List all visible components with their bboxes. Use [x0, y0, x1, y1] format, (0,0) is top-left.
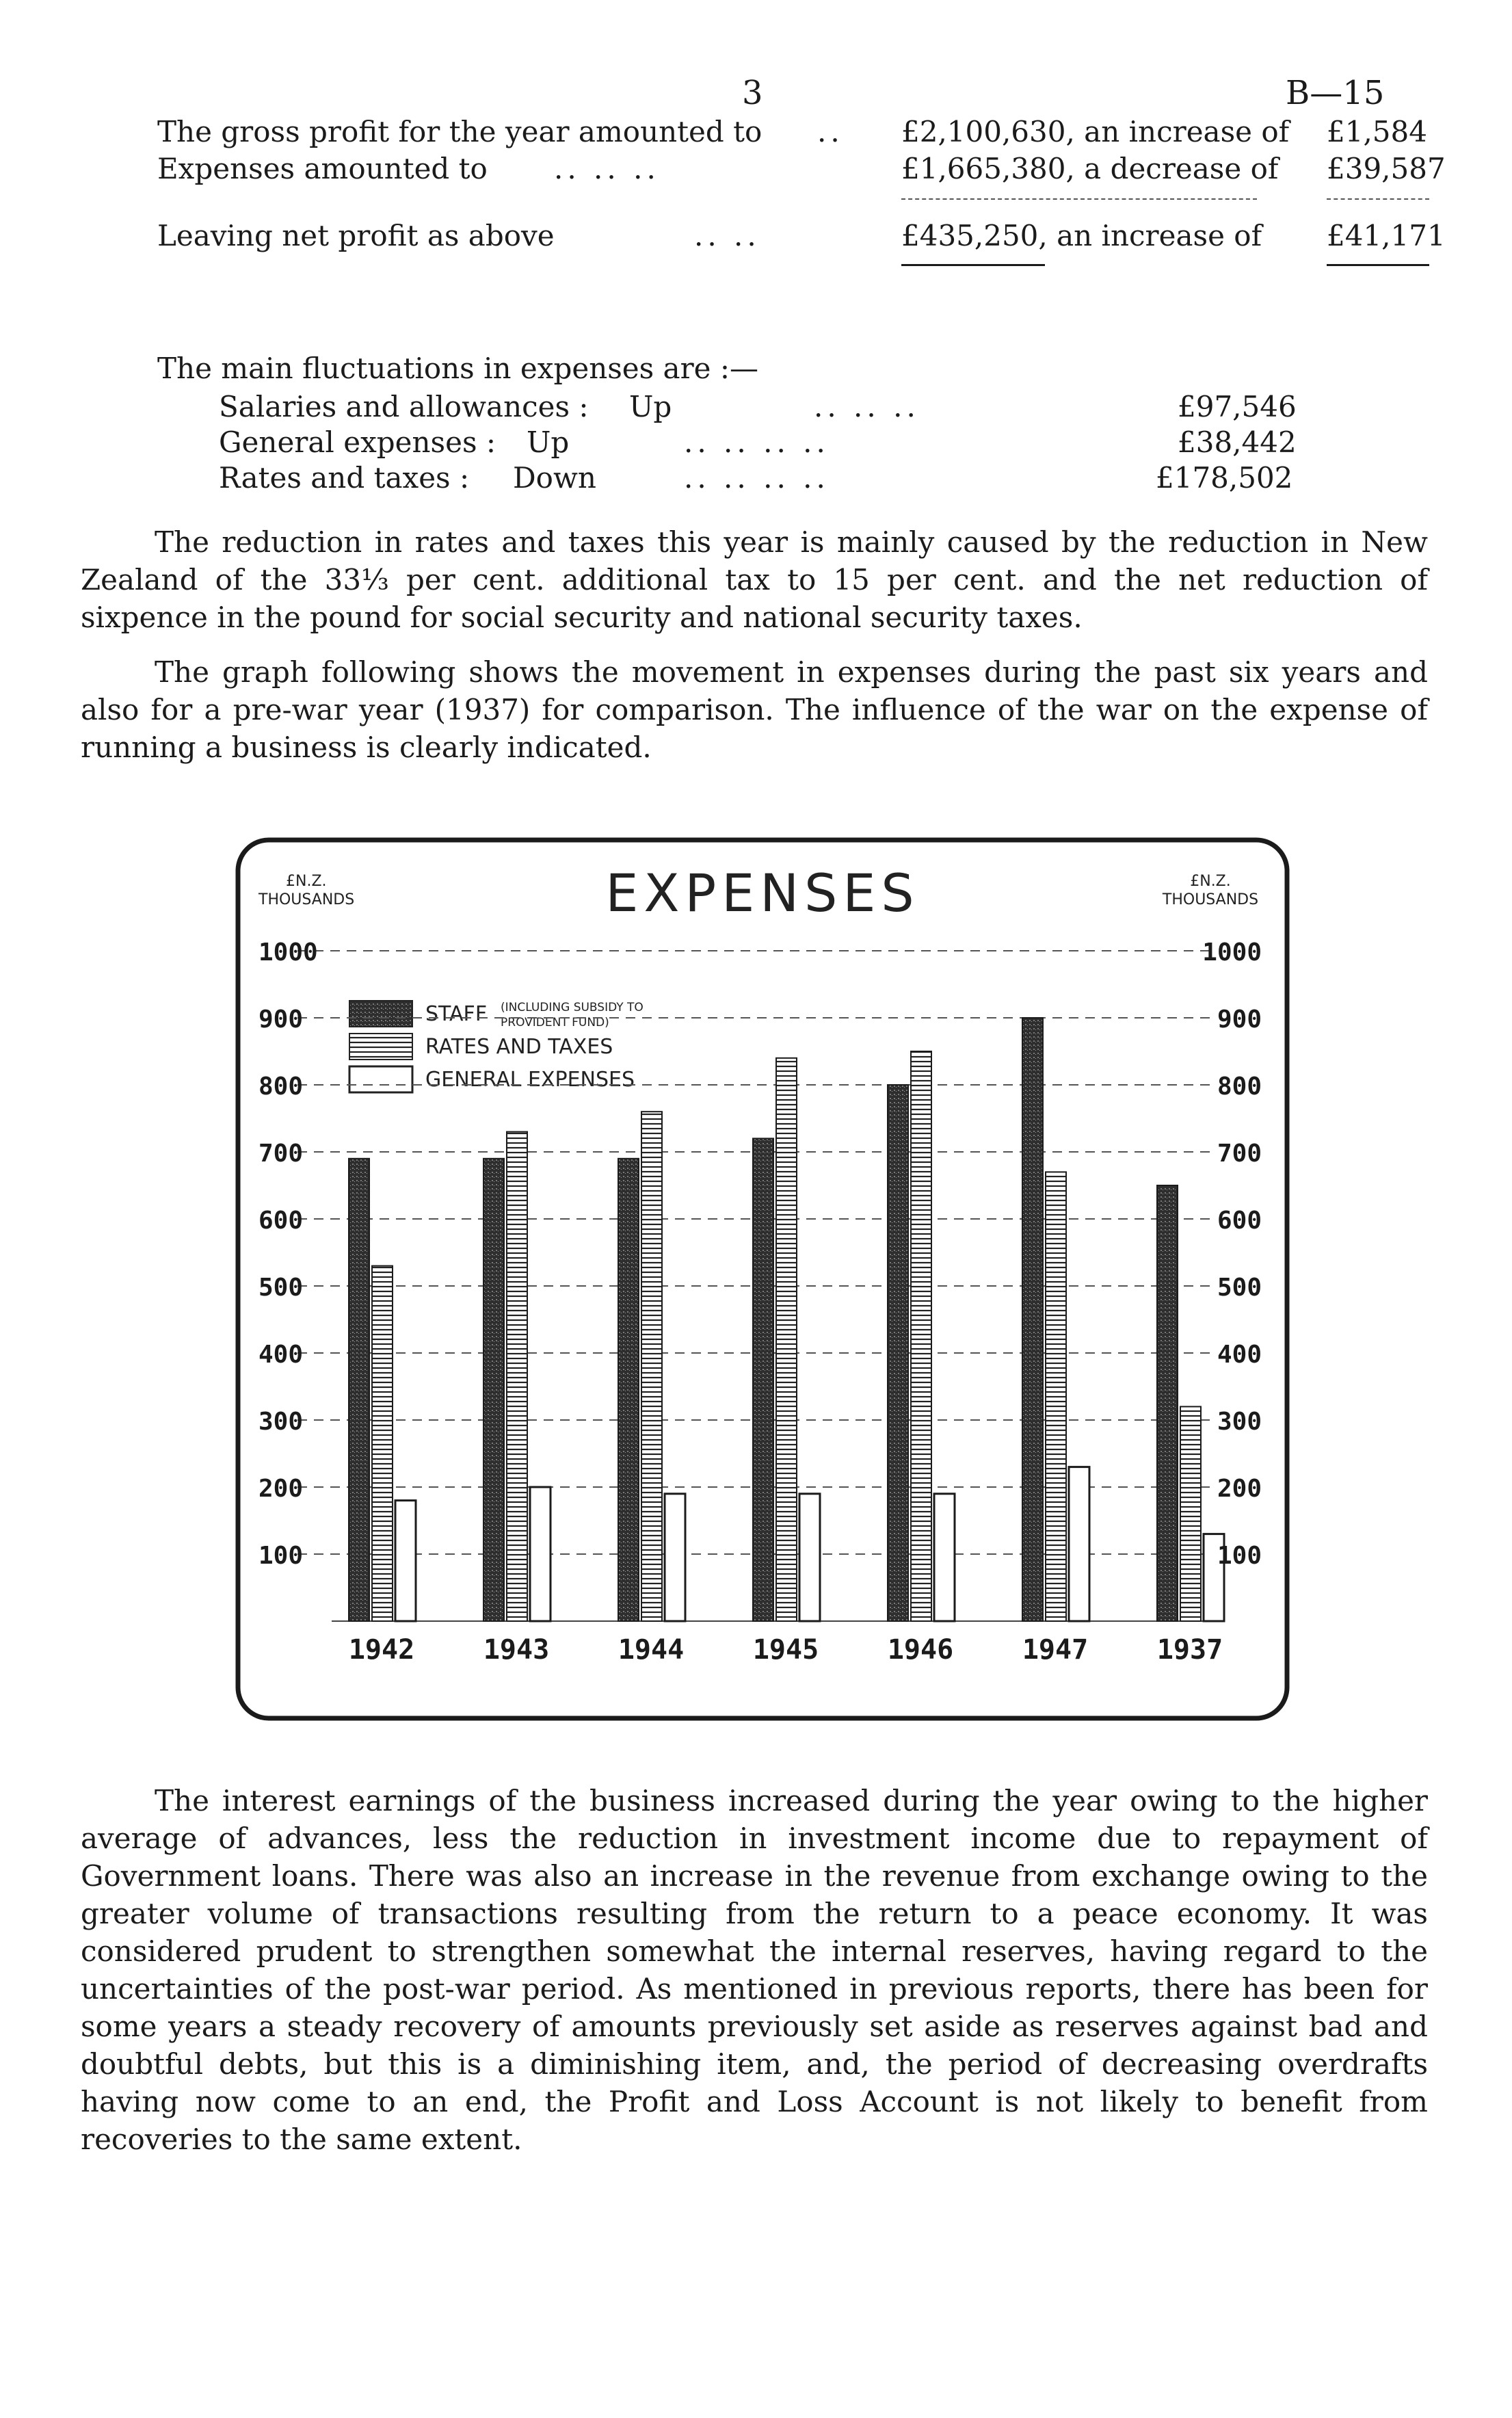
bar-general-1946: [934, 1494, 955, 1621]
x-tick-1943: 1943: [483, 1634, 550, 1666]
right-axis-unit: £N.Z.: [1190, 873, 1231, 890]
y-tick-right-700: 700: [1217, 1140, 1262, 1168]
bar-rates-1947: [1046, 1172, 1066, 1621]
y-tick-right-500: 500: [1217, 1274, 1262, 1302]
y-tick-right-400: 400: [1217, 1341, 1262, 1369]
bar-general-1945: [799, 1494, 820, 1621]
legend-swatch-general: [349, 1066, 412, 1092]
x-tick-1944: 1944: [618, 1634, 685, 1666]
bar-staff-1944: [618, 1159, 639, 1621]
y-tick-left-200: 200: [258, 1475, 304, 1503]
legend-label-staff: STAFF: [425, 1002, 488, 1026]
y-tick-left-900: 900: [258, 1006, 304, 1034]
bar-general-1947: [1069, 1467, 1089, 1621]
y-tick-left-400: 400: [258, 1341, 304, 1369]
legend-label-rates: RATES AND TAXES: [425, 1035, 613, 1059]
expenses-value: £1,665,380, a decrease of: [901, 152, 1279, 185]
fluctuation-amount-salaries: £97,546: [1178, 390, 1297, 423]
y-tick-right-800: 800: [1217, 1073, 1262, 1101]
net-profit-value: £435,250, an increase of: [901, 219, 1262, 252]
y-tick-right-600: 600: [1217, 1207, 1262, 1235]
gross-profit-value: £2,100,630, an increase of: [901, 115, 1290, 148]
legend-label-general: GENERAL EXPENSES: [425, 1068, 635, 1092]
y-tick-left-600: 600: [258, 1207, 304, 1235]
fluctuations-intro: The main fluctuations in expenses are :—: [157, 352, 759, 385]
total-rule-2: [1327, 264, 1429, 266]
bar-staff-1937: [1157, 1185, 1178, 1621]
y-tick-left-100: 100: [258, 1542, 304, 1570]
fluctuation-amount-general: £38,442: [1178, 425, 1297, 459]
bar-rates-1937: [1180, 1406, 1201, 1621]
total-rule-1: [901, 264, 1045, 266]
bar-rates-1942: [372, 1266, 393, 1621]
left-axis-label: THOUSANDS: [258, 891, 355, 908]
bar-general-1943: [530, 1487, 551, 1621]
fluctuation-dots-general: .. .. .. ..: [684, 425, 830, 459]
subtotal-rule-1: [901, 198, 1257, 200]
bar-general-1944: [665, 1494, 685, 1621]
fluctuation-dots-salaries: .. .. ..: [814, 390, 920, 423]
net-profit-label: Leaving net profit as above: [157, 219, 555, 252]
chart-title: EXPENSES: [605, 863, 920, 923]
x-tick-1947: 1947: [1022, 1634, 1089, 1666]
x-tick-1946: 1946: [887, 1634, 954, 1666]
x-tick-1942: 1942: [348, 1634, 415, 1666]
gross-profit-change: £1,584: [1327, 115, 1427, 148]
net-profit-change: £41,171: [1327, 219, 1446, 252]
gross-profit-label: The gross profit for the year amounted to: [157, 115, 762, 148]
paragraph-interest-earnings: [81, 1782, 1428, 2158]
fluctuation-label-rates: Rates and taxes :: [219, 461, 470, 495]
legend-swatch-rates: [349, 1034, 412, 1060]
gross-profit-dots: ..: [817, 115, 844, 148]
right-axis-label: THOUSANDS: [1162, 891, 1259, 908]
fluctuation-label-salaries: Salaries and allowances :: [219, 390, 589, 423]
y-tick-left-300: 300: [258, 1408, 304, 1436]
bar-rates-1943: [507, 1132, 527, 1621]
y-tick-right-100: 100: [1217, 1542, 1262, 1570]
paragraph-graph-intro: [81, 653, 1428, 766]
expenses-label: Expenses amounted to: [157, 152, 488, 185]
bar-rates-1944: [641, 1112, 662, 1621]
y-tick-left-500: 500: [258, 1274, 304, 1302]
y-tick-left-1000: 1000: [258, 938, 318, 967]
page-number: 3: [742, 74, 763, 112]
expenses-chart-svg: [233, 835, 1292, 1724]
bar-rates-1946: [911, 1051, 931, 1621]
fluctuation-direction-rates: Down: [513, 461, 596, 495]
legend-note-staff-1: (INCLUDING SUBSIDY TO: [501, 1001, 644, 1014]
x-tick-1937: 1937: [1156, 1634, 1223, 1666]
paragraph-rates-reduction-text: The reduction in rates and taxes this year is mainly caused by the reduction in New Zealand of the 33⅓ per cent. additional tax to 15 per cent. and the net reduction of sixpence in the pound for social security and national security taxes.: [81, 525, 1428, 634]
paragraph-rates-reduction: [81, 523, 1428, 636]
fluctuation-label-general: General expenses :: [219, 425, 496, 459]
fluctuation-direction-salaries: Up: [629, 390, 672, 423]
y-tick-right-1000: 1000: [1202, 938, 1262, 967]
y-tick-left-700: 700: [258, 1140, 304, 1168]
legend-swatch-staff: [349, 1001, 412, 1027]
bar-staff-1945: [753, 1138, 773, 1621]
fluctuation-direction-general: Up: [527, 425, 570, 459]
y-tick-right-900: 900: [1217, 1006, 1262, 1034]
paragraph-graph-intro-text: The graph following shows the movement in expenses during the past six years and also for a pre-war year (1937) for comparison. The influence of the war on the expense of running a business is clearly indicated.: [81, 655, 1428, 764]
bar-staff-1942: [349, 1159, 369, 1621]
bar-rates-1945: [776, 1058, 797, 1621]
y-tick-left-800: 800: [258, 1073, 304, 1101]
bar-staff-1946: [888, 1085, 908, 1621]
y-tick-right-300: 300: [1217, 1408, 1262, 1436]
fluctuation-amount-rates: £178,502: [1156, 461, 1293, 495]
bar-general-1942: [395, 1501, 416, 1621]
x-tick-1945: 1945: [752, 1634, 819, 1666]
net-profit-dots: .. ..: [694, 219, 760, 252]
bar-staff-1947: [1022, 1018, 1043, 1621]
expenses-chart: [233, 835, 1292, 1724]
fluctuation-dots-rates: .. .. .. ..: [684, 461, 830, 495]
paragraph-interest-earnings-text: The interest earnings of the business increased during the year owing to the higher average of advances, less the reduction in investment income due to repayment of Government loans. There was also an increase in the revenue from exchange owing to the greater volume of transactions resulting from the return to a peace economy. It was considered prudent to strengthen somewhat the internal reserves, having regard to the uncertainties of the post-war period. As mentioned in previous reports, there has been for some years a steady recovery of amounts previously set aside as reserves against bad and doubtful debts, but this is a diminishing item, and, the period of decreasing overdrafts having now come to an end, the Profit and Loss Account is not likely to benefit from recoveries to the same extent.: [81, 1784, 1428, 2156]
expenses-dots: .. .. ..: [554, 152, 660, 185]
y-tick-right-200: 200: [1217, 1475, 1262, 1503]
expenses-change: £39,587: [1327, 152, 1446, 185]
subtotal-rule-2: [1327, 198, 1429, 200]
page-reference: B—15: [1286, 74, 1385, 112]
bar-staff-1943: [483, 1159, 504, 1621]
left-axis-unit: £N.Z.: [286, 873, 327, 890]
legend-note-staff-2: PROVIDENT FUND): [501, 1016, 609, 1029]
